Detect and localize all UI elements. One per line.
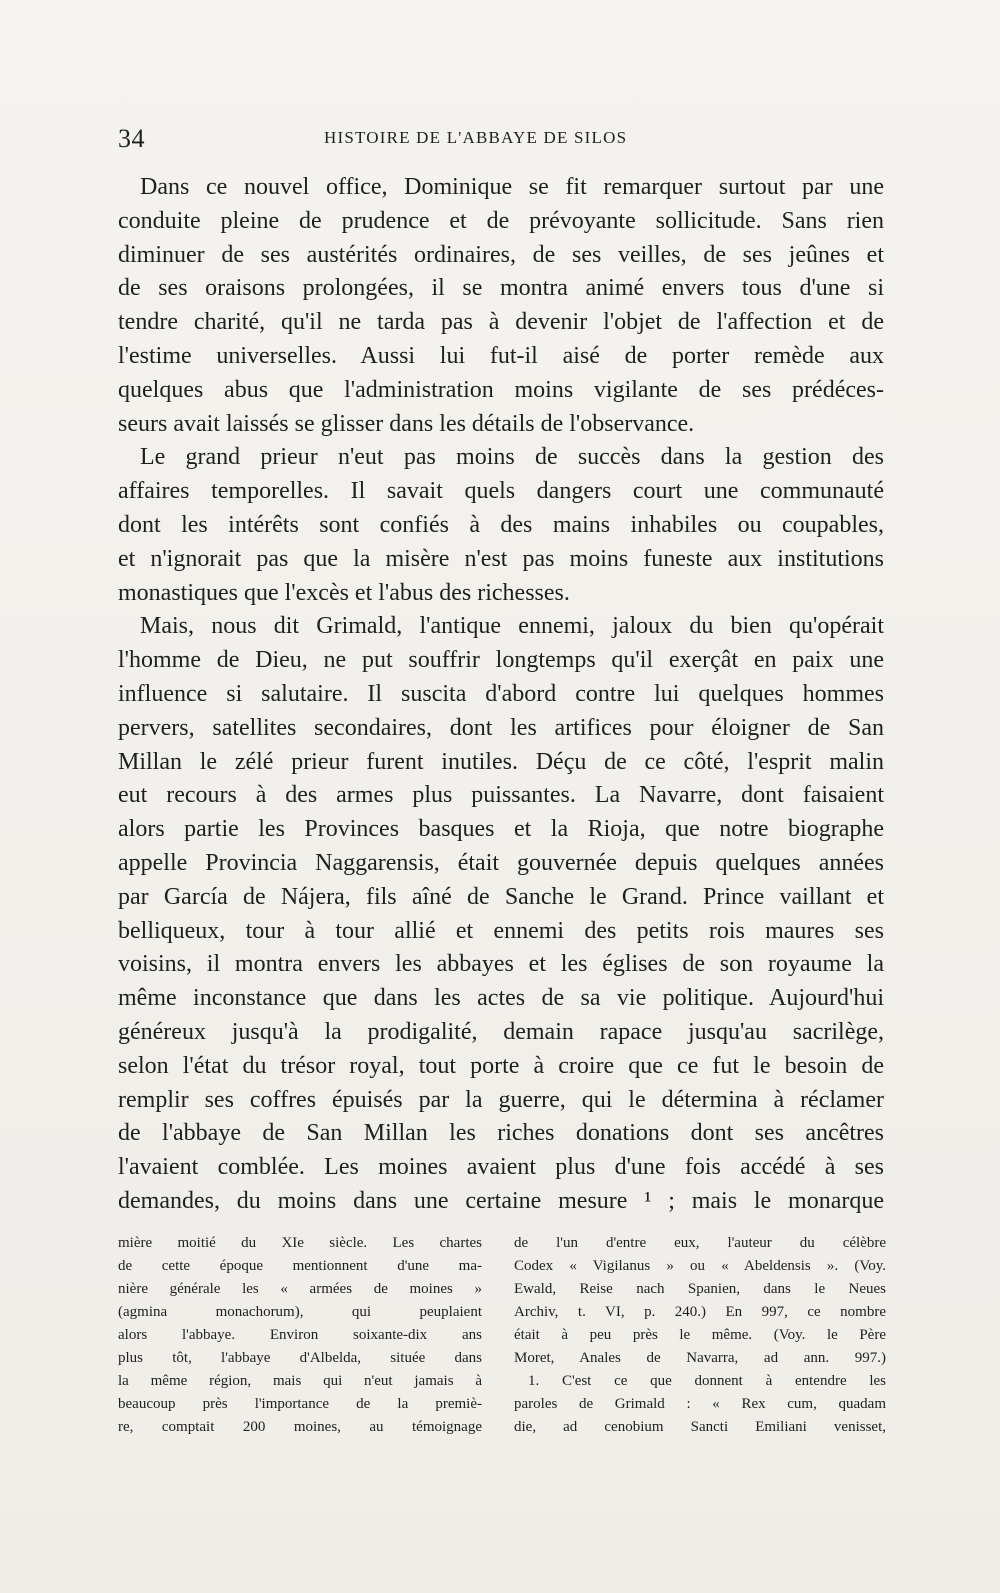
footnotes-left-column: [118, 1232, 482, 1439]
text-line: belliqueux, tour à tour allié et ennemi des petits rois maures ses: [118, 917, 884, 944]
text-line: eut recours à des armes plus puissantes. La Navarre, dont faisaient: [118, 782, 884, 809]
footnotes: [118, 1232, 888, 1472]
text-line: l'avaient comblée. Les moines avaient plus d'une fois accédé à ses: [118, 1154, 884, 1181]
footnote-line: 1. C'est ce que donnent à entendre les: [528, 1373, 886, 1389]
footnote-line: die, ad cenobium Sancti Emiliani venisset,: [514, 1419, 886, 1435]
text-line: dont les intérêts sont confiés à des mains inhabiles ou coupables,: [118, 511, 884, 538]
footnote-line: (agmina monachorum), qui peuplaient: [118, 1304, 482, 1320]
text-line: remplir ses coffres épuisés par la guerre, qui le détermina à réclamer: [118, 1086, 884, 1113]
text-line: alors partie les Provinces basques et la Rioja, que notre biographe: [118, 816, 884, 843]
text-line: selon l'état du trésor royal, tout porte à croire que ce fut le besoin de: [118, 1052, 884, 1079]
footnote-line: de l'un d'entre eux, l'auteur du célèbre: [514, 1235, 886, 1251]
text-line: l'homme de Dieu, ne put souffrir longtemps qu'il exerçât en paix une: [118, 647, 884, 674]
text-line: tendre charité, qu'il ne tarda pas à devenir l'objet de l'affection et de: [118, 309, 884, 336]
text-line: pervers, satellites secondaires, dont les artifices pour éloigner de San: [118, 714, 884, 741]
text-line: affaires temporelles. Il savait quels dangers court une communauté: [118, 478, 884, 505]
footnote-line: Ewald, Reise nach Spanien, dans le Neues: [514, 1281, 886, 1297]
footnote-line: beaucoup près l'importance de la premiè-: [118, 1396, 482, 1412]
text-line: même inconstance que dans les actes de sa vie politique. Aujourd'hui: [118, 985, 884, 1012]
text-line: seurs avait laissés se glisser dans les détails de l'observance.: [118, 410, 695, 437]
text-line: par García de Nájera, fils aîné de Sanche le Grand. Prince vaillant et: [118, 883, 884, 910]
footnote-line: mière moitié du XIe siècle. Les chartes: [118, 1235, 482, 1251]
text-line: de l'abbaye de San Millan les riches donations dont ses ancêtres: [118, 1120, 884, 1147]
running-title: HISTOIRE DE L'ABBAYE DE SILOS: [324, 128, 628, 147]
text-line: Mais, nous dit Grimald, l'antique ennemi, jaloux du bien qu'opérait: [140, 613, 884, 640]
footnote-line: Archiv, t. VI, p. 240.) En 997, ce nombre: [514, 1304, 886, 1320]
footnote-line: re, comptait 200 moines, au témoignage: [118, 1419, 482, 1435]
text-line: diminuer de ses austérités ordinaires, de ses veilles, de ses jeûnes et: [118, 241, 884, 268]
text-line: appelle Provincia Naggarensis, était gouvernée depuis quelques années: [118, 849, 884, 876]
text-line: de ses oraisons prolongées, il se montra animé envers tous d'une si: [118, 275, 884, 302]
footnote-line: était à peu près le même. (Voy. le Père: [514, 1327, 886, 1343]
footnote-separator: [118, 1208, 888, 1209]
text-line: voisins, il montra envers les abbayes et les églises de son royaume la: [118, 951, 884, 978]
footnote-line: alors l'abbaye. Environ soixante-dix ans: [118, 1327, 482, 1343]
footnote-line: Moret, Anales de Navarra, ad ann. 997.): [514, 1350, 886, 1366]
footnote-line: nière générale les « armées de moines »: [118, 1281, 482, 1297]
text-line: influence si salutaire. Il suscita d'abord contre lui quelques hommes: [118, 680, 884, 707]
text-line: monastiques que l'excès et l'abus des richesses.: [118, 579, 570, 606]
text-line: quelques abus que l'administration moins vigilante de ses prédéces-: [118, 376, 884, 403]
running-head: [118, 124, 888, 156]
text-line: demandes, du moins dans une certaine mesure ¹ ; mais le monarque: [118, 1187, 884, 1214]
page-number: 34: [118, 124, 145, 153]
text-line: Millan le zélé prieur furent inutiles. Déçu de ce côté, l'esprit malin: [118, 748, 884, 775]
text-line: Dans ce nouvel office, Dominique se fit remarquer surtout par une: [140, 174, 884, 200]
footnote-line: la même région, mais qui n'eut jamais à: [118, 1373, 482, 1389]
text-line: généreux jusqu'à la prodigalité, demain rapace jusqu'au sacrilège,: [118, 1018, 884, 1045]
footnote-line: Codex « Vigilanus » ou « Abeldensis ». (Voy.: [514, 1258, 886, 1274]
footnotes-right-column: [514, 1232, 886, 1439]
footnote-line: plus tôt, l'abbaye d'Albelda, située dans: [118, 1350, 482, 1366]
footnote-line: paroles de Grimald : « Rex cum, quadam: [514, 1396, 886, 1412]
text-line: et n'ignorait pas que la misère n'est pas moins funeste aux institutions: [118, 545, 884, 572]
text-line: conduite pleine de prudence et de prévoyante sollicitude. Sans rien: [118, 207, 884, 234]
text-line: Le grand prieur n'eut pas moins de succès dans la gestion des: [140, 444, 884, 471]
main-text-block: [118, 171, 884, 1219]
text-line: l'estime universelles. Aussi lui fut-il aisé de porter remède aux: [118, 342, 884, 369]
footnote-line: de cette époque mentionnent d'une ma-: [118, 1258, 482, 1274]
